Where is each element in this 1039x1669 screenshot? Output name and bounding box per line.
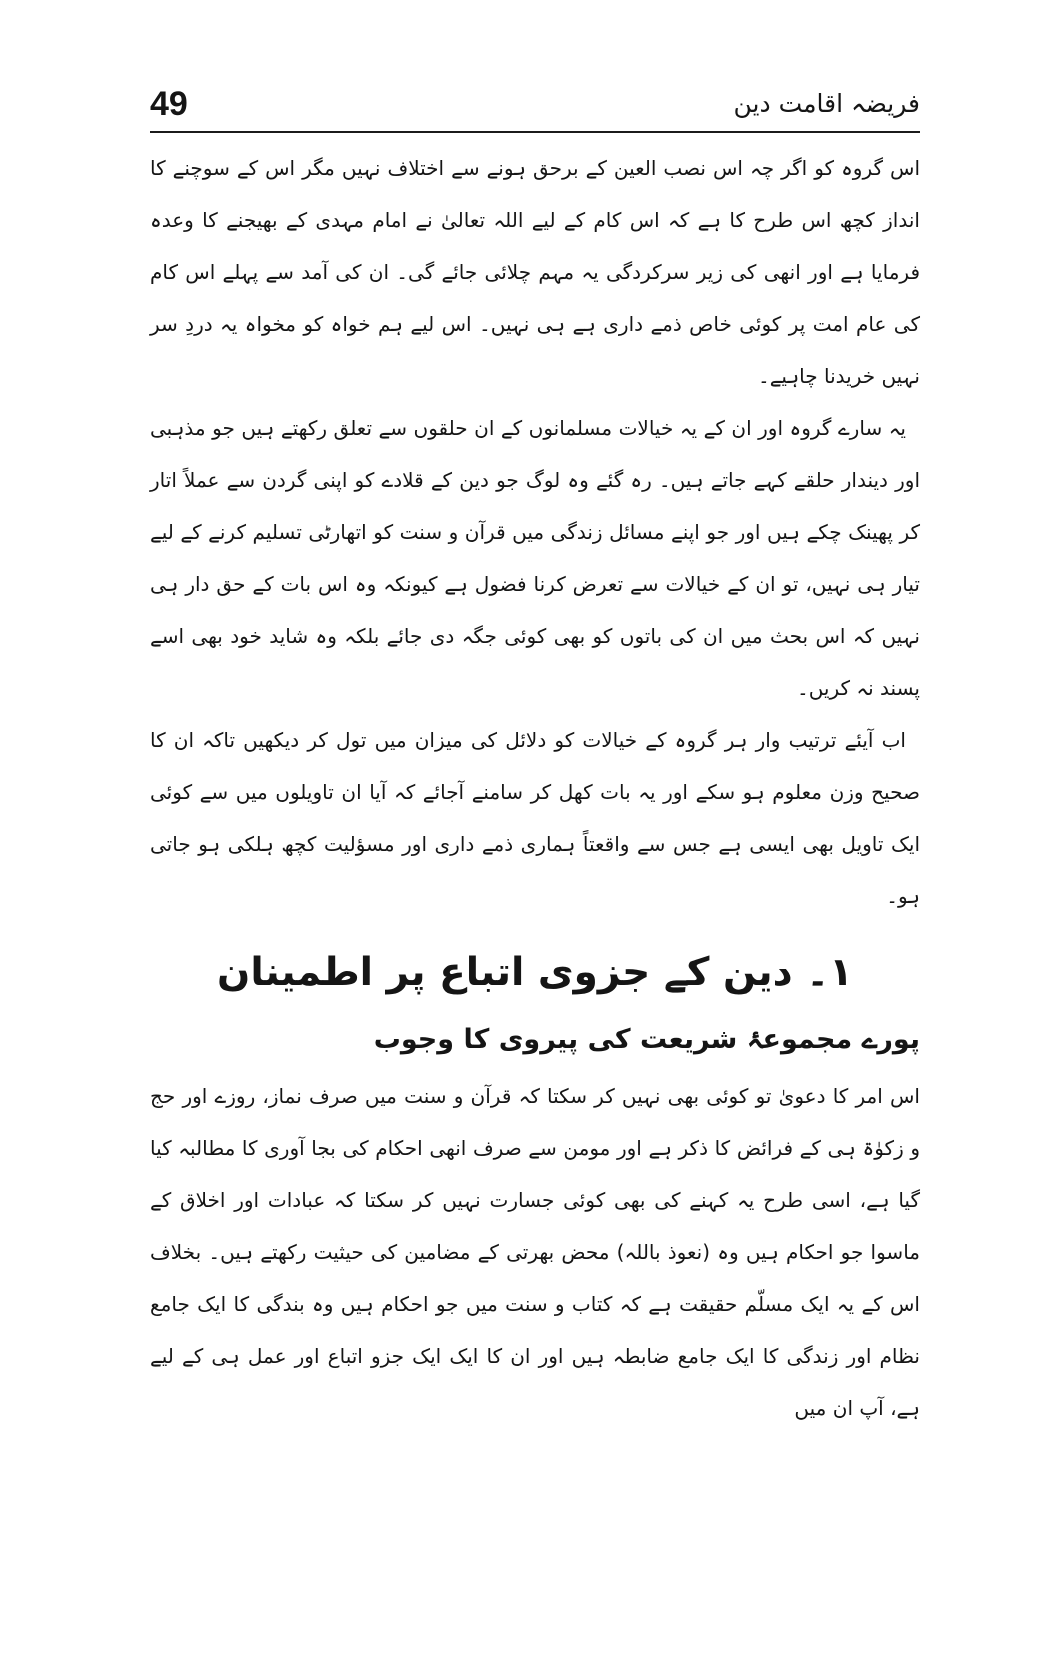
page-number: 49 (150, 85, 188, 123)
header-divider (150, 131, 920, 133)
paragraph-4: اس امر کا دعویٰ تو کوئی بھی نہیں کر سکتا کہ قرآن و سنت میں صرف نماز، روزے اور حج و زکوٰۃ ہی کے فرائض کا ذکر ہے اور مومن سے صرف انھی احکام کی بجا آوری کا مطالبہ کیا گیا ہے، اسی طرح یہ کہنے کی بھی کوئی جسارت نہیں کر سکتا کہ عبادات اور اخلاق کے ماسوا جو احکام ہیں وہ (نعوذ باللہ) محض بھرتی کے مضامین کی حیثیت رکھتے ہیں۔ بخلاف اس کے یہ ایک مسلّم حقیقت ہے کہ کتاب و سنت میں جو احکام ہیں وہ بندگی کا ایک جامع نظام اور زندگی کا ایک جامع ضابطہ ہیں اور ان کا ایک ایک جزو اتباع اور عمل ہی کے لیے ہے، آپ ان میں (150, 1084, 920, 1420)
paragraph-1: اس گروہ کو اگر چہ اس نصب العین کے برحق ہونے سے اختلاف نہیں مگر اس کے سوچنے کا انداز کچھ اس طرح کا ہے کہ اس کام کے لیے اللہ تعالیٰ نے امام مہدی کے بھیجنے کا وعدہ فرمایا ہے اور انھی کی زیر سرکردگی یہ مہم چلائی جائے گی۔ ان کی آمد سے پہلے اس کام کی عام امت پر کوئی خاص ذمے داری ہے ہی نہیں۔ اس لیے ہم خواہ کو مخواہ یہ دردِ سر نہیں خریدنا چاہیے۔ (150, 156, 920, 388)
section-subheading: پورے مجموعۂ شریعت کی پیروی کا وجوب (373, 1024, 920, 1055)
page-header (150, 78, 920, 130)
paragraph-3: اب آیئے ترتیب وار ہر گروہ کے خیالات کو دلائل کی میزان میں تول کر دیکھیں تاکہ ان کا صحیح وزن معلوم ہو سکے اور یہ بات کھل کر سامنے آجائے کہ آیا ان تاویلوں میں سے کوئی ایک تاویل بھی ایسی ہے جس سے واقعتاً ہماری ذمے داری اور مسؤلیت کچھ ہلکی ہو جاتی ہو۔ (150, 728, 920, 908)
page-content (150, 142, 920, 1434)
running-title: فریضہ اقامت دین (733, 89, 920, 118)
section-heading: ۱۔ دین کے جزوی اتباع پر اطمینان (217, 950, 853, 995)
paragraph-2: یہ سارے گروہ اور ان کے یہ خیالات مسلمانوں کے ان حلقوں سے تعلق رکھتے ہیں جو مذہبی اور دیندار حلقے کہے جاتے ہیں۔ رہ گئے وہ لوگ جو دین کے قلادے کو اپنی گردن سے عملاً اتار کر پھینک چکے ہیں اور جو اپنے مسائل زندگی میں قرآن و سنت کو اتھارٹی تسلیم کرنے کے لیے تیار ہی نہیں، تو ان کے خیالات سے تعرض کرنا فضول ہے کیونکہ وہ اس بات کے حق دار ہی نہیں کہ اس بحث میں ان کی باتوں کو بھی کوئی جگہ دی جائے بلکہ وہ شاید خود بھی اسے پسند نہ کریں۔ (150, 416, 920, 700)
